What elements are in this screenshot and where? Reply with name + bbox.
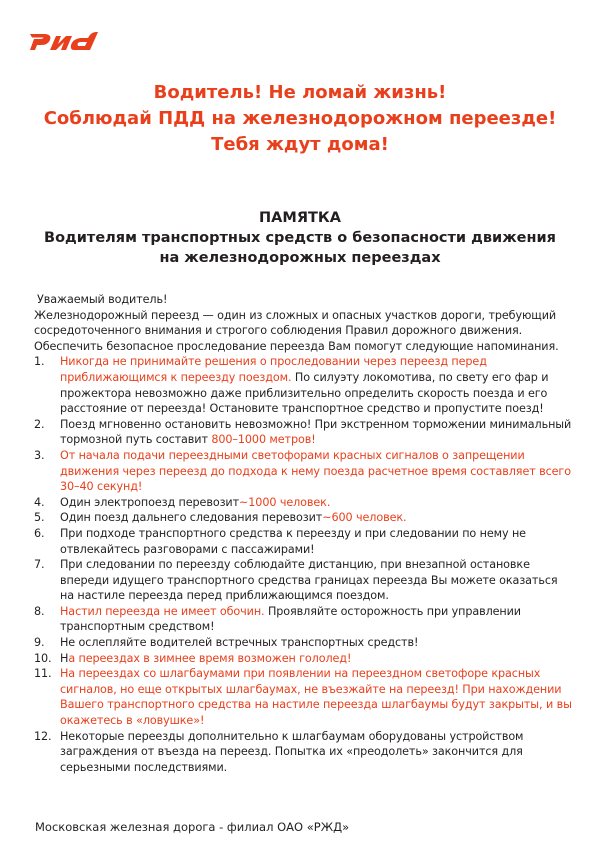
list-item-number: 9. xyxy=(34,636,45,650)
list-item-number: 4. xyxy=(34,495,45,509)
list-item-highlight: От начала подачи переездными светофорами красных сигналов о запрещении движения через переезд до подхода к нему поезда расчетное время составляет всего 30–40 секунд! xyxy=(60,448,571,494)
list-item xyxy=(34,354,574,416)
list-item-number: 7. xyxy=(34,558,45,572)
intro-text: Железнодорожный переезд — один из сложных и опасных участков дороги, требующий сосредоточенного внимания и строгого соблюдения Правил дорожного движения. Обеспечить безопасное проследование переезда Вам помогут следующие напоминания. xyxy=(34,308,559,353)
list-item xyxy=(34,604,574,635)
memo-heading xyxy=(0,208,600,268)
list-item-highlight: а переездах в зимнее время возможен гололед! xyxy=(68,651,352,665)
list-item xyxy=(34,510,574,526)
slogan xyxy=(0,80,600,158)
greeting: Уважаемый водитель! xyxy=(37,293,168,306)
slogan-line-2: Соблюдай ПДД на железнодорожном переезде! xyxy=(43,108,557,129)
list-item-number: 10. xyxy=(34,651,52,665)
list-item-highlight: ~1000 человек. xyxy=(239,495,331,509)
list-item-text: Некоторые переезды дополнительно к шлагбаумам оборудованы устройством заграждения от въезда на переезд. Попытка их «преодолеть» закончится для серьезными последствиями. xyxy=(60,729,524,774)
memo-body xyxy=(34,292,574,775)
list-item xyxy=(34,635,574,651)
list-item-number: 6. xyxy=(34,526,45,540)
list-item-text: Один поезд дальнего следования перевозит xyxy=(60,511,323,525)
list-item xyxy=(34,448,574,495)
list-item-highlight: 800–1000 метров! xyxy=(211,433,316,447)
list-item xyxy=(34,495,574,511)
list-item-highlight: Настил переезда не имеет обочин. xyxy=(60,604,265,618)
list-item-text: По силуэту локомотива, по свету его фар и прожектора невозможно даже приблизительно определить скорость поезда и его расстояние от переезда! Остановите транспортное средство и пропустите поезд! xyxy=(60,370,549,416)
list-item-number: 12. xyxy=(34,729,52,743)
rzd-logo-icon xyxy=(28,28,100,52)
memo-subtitle-2: на железнодорожных переездах xyxy=(159,250,441,266)
memo-title: ПАМЯТКА xyxy=(259,210,341,226)
list-item-text: При подходе транспортного средства к переезду и при следовании по нему не отвлекайтесь разговорами с пассажирами! xyxy=(60,526,526,556)
reminders-list xyxy=(34,354,574,775)
list-item-text: Проявляйте осторожность при управлении транспортным средством! xyxy=(60,604,521,634)
list-item-number: 11. xyxy=(34,667,52,681)
list-item xyxy=(34,417,574,448)
list-item xyxy=(34,666,574,728)
list-item xyxy=(34,557,574,604)
memo-subtitle-1: Водителям транспортных средств о безопасности движения xyxy=(44,230,556,246)
list-item-text: При следовании по переезду соблюдайте дистанцию, при внезапной остановке впереди идущего транспортного средства границах переезда Вы можете оказаться на настиле переезда перед приближающимся поездом. xyxy=(60,558,558,603)
list-item xyxy=(34,526,574,557)
slogan-line-3: Тебя ждут дома! xyxy=(211,134,389,155)
list-item xyxy=(34,651,574,667)
list-item-number: 3. xyxy=(34,448,45,462)
list-item-text: Один электропоезд перевозит xyxy=(60,495,240,509)
list-item-text: Н xyxy=(60,651,69,665)
list-item xyxy=(34,729,574,776)
list-item-number: 5. xyxy=(34,511,45,525)
list-item-text: Не ослепляйте водителей встречных транспортных средств! xyxy=(60,636,419,650)
list-item-text: Поезд мгновенно остановить невозможно! При экстренном торможении минимальный тормозной путь составит xyxy=(60,417,572,447)
list-item-number: 1. xyxy=(34,355,45,369)
list-item-highlight: Никогда не принимайте решения о проследовании через переезд перед приближающимся к переезду поездом. xyxy=(60,355,487,384)
list-item-highlight: ~600 человек. xyxy=(322,511,407,525)
list-item-number: 2. xyxy=(34,417,45,431)
list-item-highlight: На переездах со шлагбаумами при появлении на переездном светофоре красных сигналов, но еще открытых шлагбаумах, не въезжайте на переезд! При нахождении Вашего транспортного средства на настиле переезда шлагбаумы будут закрыты, и вы окажетесь в «ловушке»! xyxy=(60,667,572,728)
slogan-line-1: Водитель! Не ломай жизнь! xyxy=(153,82,447,103)
rzd-logo xyxy=(28,28,100,52)
list-item-number: 8. xyxy=(34,604,45,618)
footer-organization: Московская железная дорога - филиал ОАО «РЖД» xyxy=(35,820,350,834)
